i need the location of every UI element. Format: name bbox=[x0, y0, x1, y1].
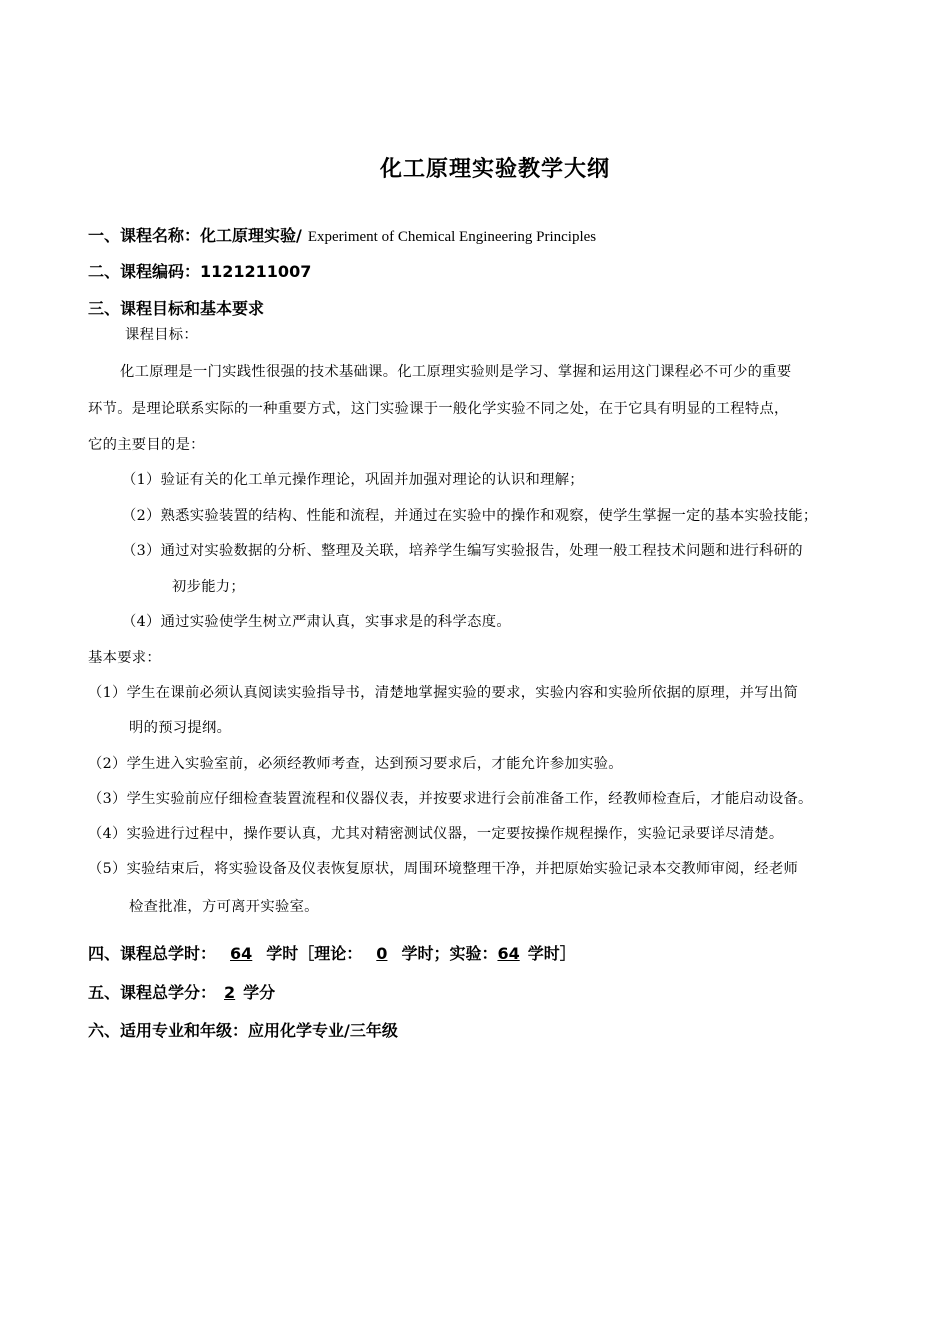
section-course-code: 二、课程编码：1121211007 bbox=[88, 262, 312, 281]
section-major-grade: 六、适用专业和年级：应用化学专业/三年级 bbox=[88, 1021, 398, 1040]
total-hours-prefix: 四、课程总学时： bbox=[88, 944, 217, 963]
requirement-item: （1）学生在课前必须认真阅读实验指导书，清楚地掌握实验的要求，实验内容和实验所依据的原理，并写出简 bbox=[88, 685, 799, 701]
goal-item: （2）熟悉实验装置的结构、性能和流程，并通过在实验中的操作和观察，使学生掌握一定的基本实验技能； bbox=[122, 508, 818, 524]
total-hours-value: 64 bbox=[230, 944, 253, 963]
goal-item: （3）通过对实验数据的分析、整理及关联，培养学生编写实验报告，处理一般工程技术问题和进行科研的 bbox=[122, 543, 803, 559]
lab-hours-unit: 学时］ bbox=[527, 944, 576, 963]
section-goals-heading: 三、课程目标和基本要求 bbox=[88, 299, 265, 318]
requirement-item-continuation: 检查批准，方可离开实验室。 bbox=[129, 899, 319, 915]
lab-hours-prefix: 学时；实验： bbox=[401, 944, 498, 963]
credits-unit: 学分 bbox=[243, 983, 276, 1002]
requirements-label: 基本要求： bbox=[88, 650, 161, 666]
requirement-item: （2）学生进入实验室前，必须经教师考查，达到预习要求后，才能允许参加实验。 bbox=[88, 756, 623, 772]
goal-item: （4）通过实验使学生树立严肃认真，实事求是的科学态度。 bbox=[122, 614, 511, 630]
section-course-name-label: 一、课程名称：化工原理实验/ bbox=[88, 226, 302, 245]
intro-line: 环节。是理论联系实际的一种重要方式，这门实验课于一般化学实验不同之处，在于它具有明显的工程特点， bbox=[88, 401, 789, 417]
requirement-item: （3）学生实验前应仔细检查装置流程和仪器仪表，并按要求进行会前准备工作，经教师检查后，才能启动设备。 bbox=[88, 791, 813, 807]
goals-label: 课程目标： bbox=[125, 327, 198, 343]
course-name-english: Experiment of Chemical Engineering Principles bbox=[307, 229, 597, 245]
goal-item: （1）验证有关的化工单元操作理论，巩固并加强对理论的认识和理解； bbox=[122, 472, 584, 488]
page-title: 化工原理实验教学大纲 bbox=[379, 157, 610, 182]
theory-hours-value: 0 bbox=[376, 944, 388, 963]
lab-hours-value: 64 bbox=[497, 944, 520, 963]
credits-prefix: 五、课程总学分： bbox=[88, 983, 217, 1002]
section-total-hours bbox=[88, 941, 576, 964]
intro-line: 它的主要目的是： bbox=[88, 437, 205, 453]
section-course-name bbox=[88, 223, 596, 246]
requirement-item-continuation: 明的预习提纲。 bbox=[129, 720, 232, 736]
section-total-credits bbox=[88, 980, 275, 1003]
goal-item-continuation: 初步能力； bbox=[172, 579, 245, 595]
requirement-item: （5）实验结束后，将实验设备及仪表恢复原状，周围环境整理干净，并把原始实验记录本交教师审阅，经老师 bbox=[88, 861, 799, 877]
requirement-item: （4）实验进行过程中，操作要认真，尤其对精密测试仪器，一定要按操作规程操作，实验记录要详尽清楚。 bbox=[88, 826, 784, 842]
total-hours-unit: 学时［理论： bbox=[266, 944, 363, 963]
intro-line: 化工原理是一门实践性很强的技术基础课。化工原理实验则是学习、掌握和运用这门课程必不可少的重要 bbox=[120, 364, 792, 380]
credits-value: 2 bbox=[224, 983, 236, 1002]
